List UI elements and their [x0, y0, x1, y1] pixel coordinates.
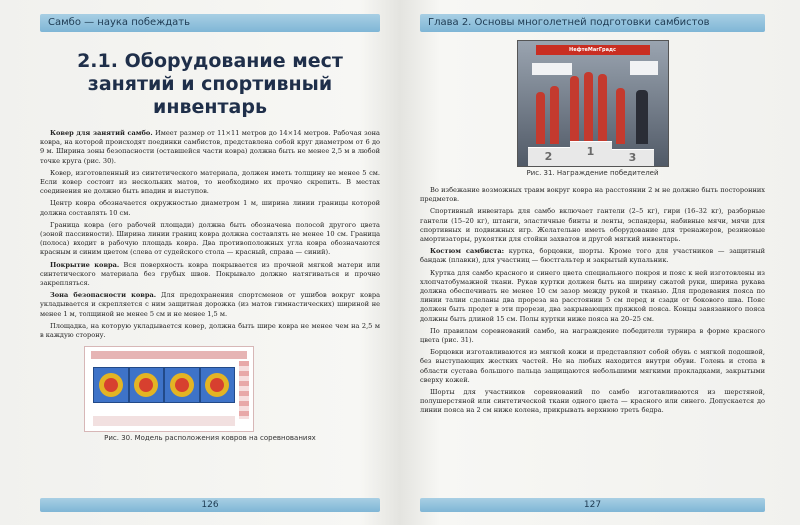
sponsor-sign [630, 61, 658, 75]
page-number-bar [420, 498, 765, 512]
mat-center [104, 378, 118, 392]
mat-layout-figure [84, 346, 254, 432]
paragraph-text: Спортивный инвентарь для самбо включает гантели (2–5 кг), гири (16–32 кг), разборные гантели (15–20 кг), штанги, эластичные бинты и ленты, эспандеры, набивные мячи, мячи для спортивных и подвижных игр. Желательно иметь оборудование для тренажеров, резиновые амортизаторы, рукоятки для стойки захватов и другой мягкий инвентарь. [420, 207, 765, 244]
paragraph [420, 348, 765, 385]
mats-row [93, 363, 235, 407]
paragraph-text: Ковер, изготовленный из синтетического материала, должен иметь толщину не менее 5 см. Если ковер состоит из нескольких матов, то необходимо их прочно скрепить. В местах соединения не должно быть впадин и выступов. [40, 168, 380, 196]
paragraph-lead: Зона безопасности ковра. [50, 291, 157, 300]
mat-working-area [99, 373, 123, 397]
mat-diagram [129, 367, 165, 403]
award-ceremony-photo [517, 40, 669, 167]
paragraph-lead: Ковер для занятий самбо. [50, 129, 153, 137]
paragraph [40, 221, 380, 258]
paragraph-text: Шорты для участников соревнований по самбо изготавливаются из шерстяной, полушерстяной или синтетической ткани одного цвета — красного или синего. Допускается до линии пояса на 2 см ниже колена, прикрывать верхнюю треть бедра. [420, 388, 765, 415]
person-silhouette [550, 86, 559, 144]
sponsor-sign [532, 63, 572, 75]
paragraph [40, 169, 380, 197]
paragraph-text: Вся поверхность ковра покрывается из прочной мягкой матери или синтетического материала без грубых швов. Покрывало должно натягиваться и прочно закрепляться. [40, 260, 380, 288]
mat-center [139, 378, 153, 392]
figure-caption: Рис. 31. Награждение победителей [526, 169, 659, 177]
podium-third: 3 [612, 149, 654, 166]
paragraph-text: Во избежание возможных травм вокруг ковра на расстоянии 2 м не должно быть посторонних предметов. [420, 186, 765, 204]
mat-working-area [134, 373, 158, 397]
page-number-bar [40, 498, 380, 512]
person-silhouette [636, 90, 648, 144]
paragraph-text: Имеет размер от 11×11 метров до 14×14 метров. Рабочая зона ковра, на которой происходят поединки самбистов, представлена собой круг диаметром от 6 до 9 м. Ширина зоны безопасности (оставшейся части ковра) должна быть не менее 2,5 м в любой точке круга (рис. 30). [40, 129, 380, 165]
paragraph [420, 388, 765, 416]
podium-first: 1 [570, 141, 612, 166]
paragraph [40, 291, 380, 319]
podium-second: 2 [528, 147, 570, 166]
person-silhouette [616, 88, 625, 144]
spectator-zone-strip [93, 416, 235, 426]
running-header-right: Глава 2. Основы многолетней подготовки самбистов [420, 14, 765, 32]
paragraph-text: Площадка, на которую укладывается ковер, должна быть шире ковра не менее чем на 2,5 м в каждую сторону. [40, 321, 380, 340]
page-number: 127 [583, 500, 602, 510]
paragraph-text: Борцовки изготавливаются из мягкой кожи и представляют собой обувь с мягкой подошвой, без выступающих жестких частей. Не на любых находится внутри обуви. Голень и стопа в области сустава большого пальца защищаются небольшими мягкими прокладками, закрытыми сверху кожей. [420, 348, 765, 384]
paragraph-lead: Костюм самбиста: [430, 247, 505, 256]
paragraph-text: Граница ковра (его рабочей площади) должна быть обозначена полосой другого цвета (зоной пассивности). Ширина линии границ ковра должна составлять не менее 10 см. Граница (полоса) входит в рабочую площадь ковра. Два противоположных угла ковра обозначаются красным и синим цветом (слева от судейского стола — красный, справа — синий). [40, 220, 380, 257]
person-silhouette [584, 72, 593, 144]
side-legend-strip [239, 361, 249, 419]
mat-diagram [93, 367, 129, 403]
paragraph [40, 199, 380, 217]
paragraph [40, 261, 380, 289]
mat-diagram [200, 367, 236, 403]
paragraph-text: куртка, борцовки, шорты. Кроме того для участников — защитный бандаж (плавки), для участниц — бюстгальтер и закрытый купальник. [420, 247, 765, 265]
paragraph [420, 269, 765, 324]
paragraph [420, 186, 765, 204]
mat-working-area [170, 373, 194, 397]
paragraph [40, 322, 380, 340]
running-header-left: Самбо — наука побеждать [40, 14, 380, 32]
paragraph [40, 129, 380, 166]
person-silhouette [598, 74, 607, 144]
right-page [420, 14, 765, 512]
sponsor-banner: НефтеМагГрадс [536, 45, 650, 55]
paragraph-text: Для предохранения спортсменов от ушибов вокруг ковра укладывается и скрепляется с ним защитная дорожка (из матов гимнастических) шириной не менее 1 м, толщиной не менее 5 см и не менее 1,5 м. [40, 291, 380, 318]
figure-caption: Рис. 30. Модель расположения ковров на соревнованиях [104, 434, 316, 443]
person-silhouette [536, 92, 545, 144]
paragraph [420, 207, 765, 244]
section-title: 2.1. Оборудование мест занятий и спортивный инвентарь [77, 50, 343, 118]
left-text-block [40, 129, 380, 340]
paragraph [420, 247, 765, 265]
paragraph-text: Центр ковра обозначается окружностью диаметром 1 м, ширина линии границы которой должна составлять 10 см. [40, 199, 380, 217]
left-page [40, 14, 380, 512]
mat-center [175, 378, 189, 392]
mat-diagram [164, 367, 200, 403]
mat-center [210, 378, 224, 392]
paragraph-text: По правилам соревнований самбо, на награждение победители турнира в форме красного цвета (рис. 31). [420, 326, 765, 345]
paragraph-text: Куртка для самбо красного и синего цвета специального покроя и пояс к ней изготовлены из хлопчатобумажной ткани. Рукав куртки должен быть на ширину сжатой руки, ширина рукава должна обеспечивать не менее 10 см зазор между рукой и тканью. Для продевания пояса по линии талии сделаны два прореза на расстоянии 5 см перед и сзади от бокового шва. Пояс должен быть продет в эти прорези, два закрывающих пряжкой пояса. Концы завязанного пояса должны быть длиной 15 см. Полы куртки ниже пояса на 20–25 см. [420, 268, 765, 323]
paragraph [420, 327, 765, 345]
mat-working-area [205, 373, 229, 397]
right-text-block [420, 186, 765, 416]
paragraph-lead: Покрытие ковра. [50, 260, 120, 269]
person-silhouette [570, 76, 579, 144]
judge-zone-strip [91, 351, 247, 359]
page-number: 126 [201, 500, 219, 510]
